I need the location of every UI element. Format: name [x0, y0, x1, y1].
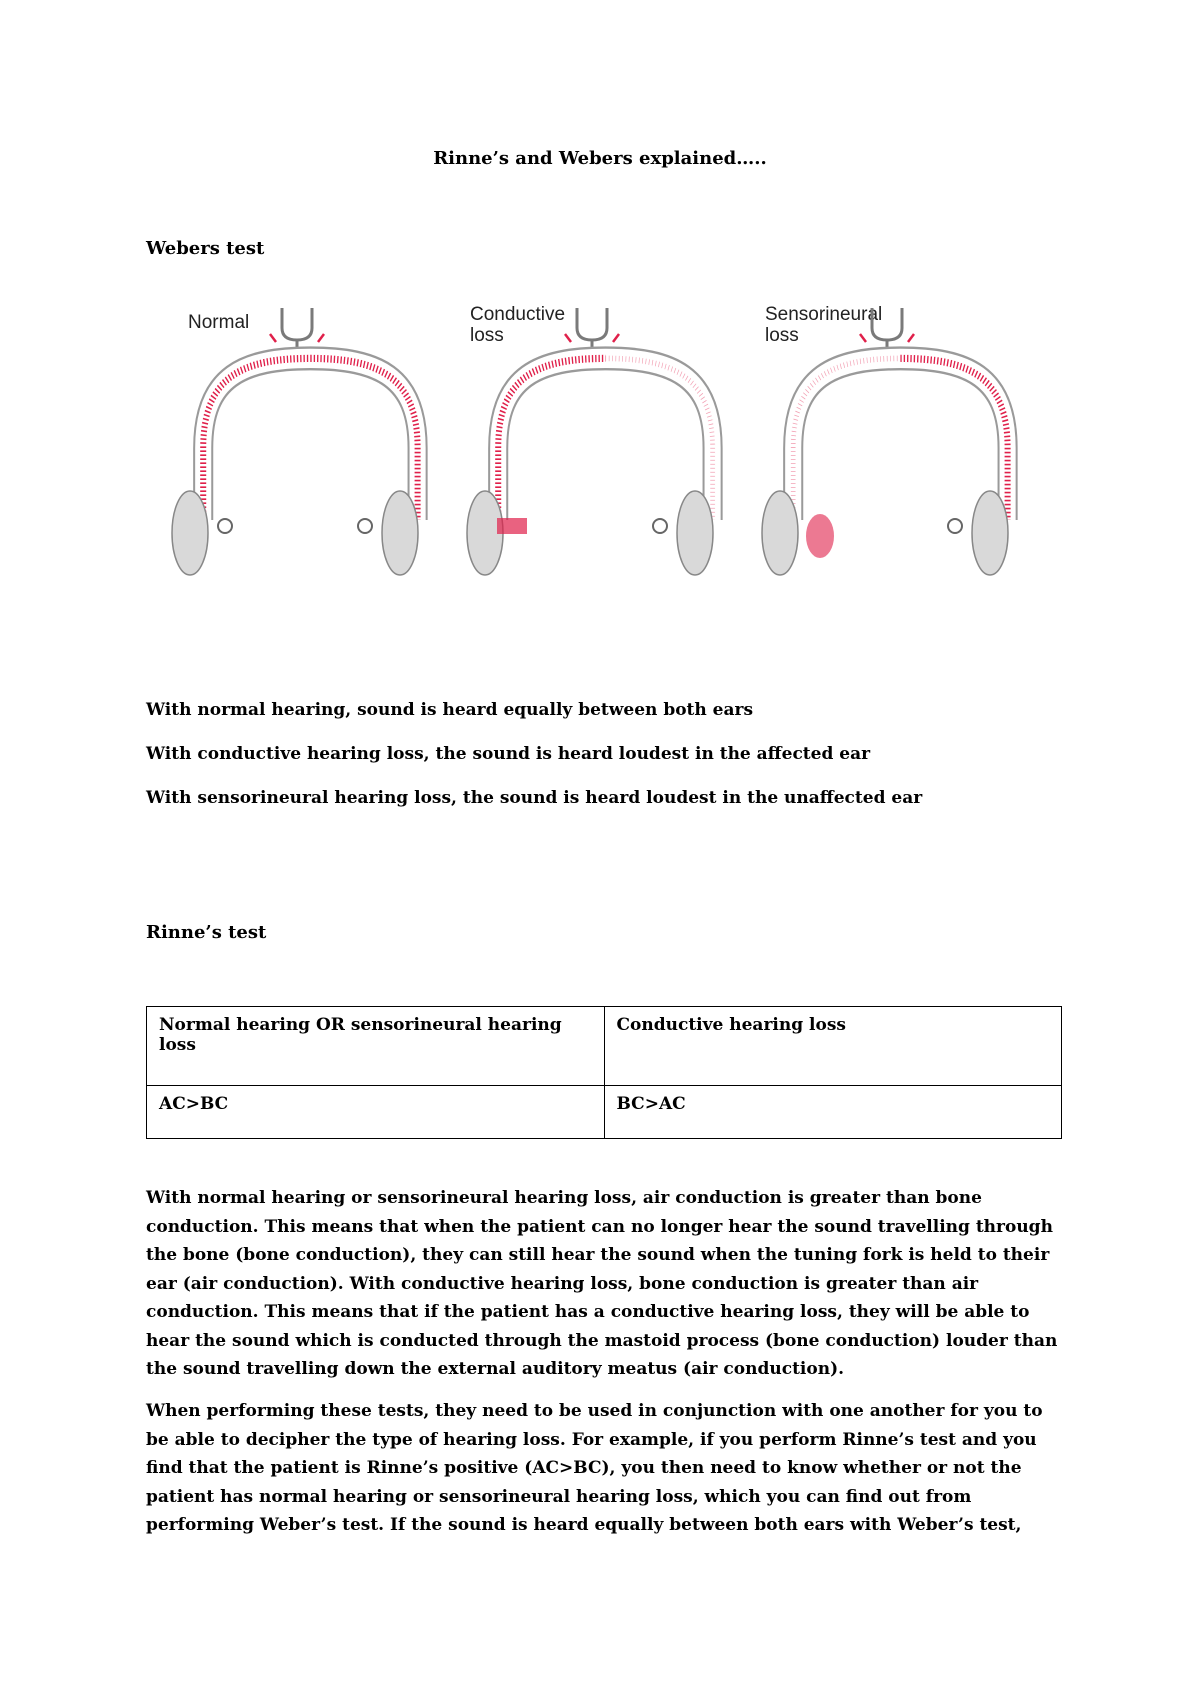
normal-label: Normal [188, 312, 250, 333]
rinnes-paragraph-1: With normal hearing or sensorineural hearing loss, air conduction is greater than bone conduction. This means that when the patient can no longer hear the sound travelling through the bone (bone conduction), they can still hear the sound when the tuning fork is held to their ear (air conduction). With conductive hearing loss, bone conduction is greater than air conduction. This means that if the patient has a conductive hearing loss, they will be able to hear the sound which is conducted through the mastoid process (bone conduction) louder than the sound travelling down the external auditory meatus (air conduction). [146, 1188, 1058, 1379]
table-cell: BC>AC [604, 1086, 1062, 1139]
rinnes-table [146, 1006, 1062, 1139]
sensorineural-label-line2: loss [765, 325, 799, 346]
table-header-cell: Normal hearing OR sensorineural hearing loss [147, 1007, 605, 1086]
sensorineural-loss-panel [762, 304, 1008, 575]
skull-arch-icon [498, 358, 712, 520]
page-title: Rinne’s and Webers explained….. [433, 148, 767, 169]
conductive-label-line2: loss [470, 325, 504, 346]
skull-arch-icon [793, 358, 1007, 520]
table-header-row [147, 1007, 1062, 1086]
table-cell: AC>BC [147, 1086, 605, 1139]
webers-line-normal: With normal hearing, sound is heard equally between both ears [146, 700, 754, 720]
rinnes-heading: Rinne’s test [146, 922, 267, 943]
skull-arch-icon [203, 358, 417, 520]
webers-test-figure [170, 298, 1050, 628]
rinnes-paragraph-2: When performing these tests, they need to be used in conjunction with one another for you to be able to decipher the type of hearing loss. For example, if you perform Rinne’s test and you find that the patient is Rinne’s positive (AC>BC), you then need to know whether or not the patient has normal hearing or sensorineural hearing loss, which you can find out from performing Weber’s test. If the sound is heard equally between both ears with Weber’s test, [146, 1401, 1043, 1535]
webers-line-sensorineural: With sensorineural hearing loss, the sound is heard loudest in the unaffected ear [146, 788, 923, 808]
table-row [147, 1086, 1062, 1139]
webers-heading: Webers test [146, 238, 265, 259]
normal-panel [172, 308, 418, 575]
conductive-label-line1: Conductive [470, 304, 566, 325]
sensorineural-label-line1: Sensorineural [765, 304, 883, 325]
conductive-loss-panel [467, 304, 713, 575]
table-header-cell: Conductive hearing loss [604, 1007, 1062, 1086]
webers-line-conductive: With conductive hearing loss, the sound is heard loudest in the affected ear [146, 744, 871, 764]
